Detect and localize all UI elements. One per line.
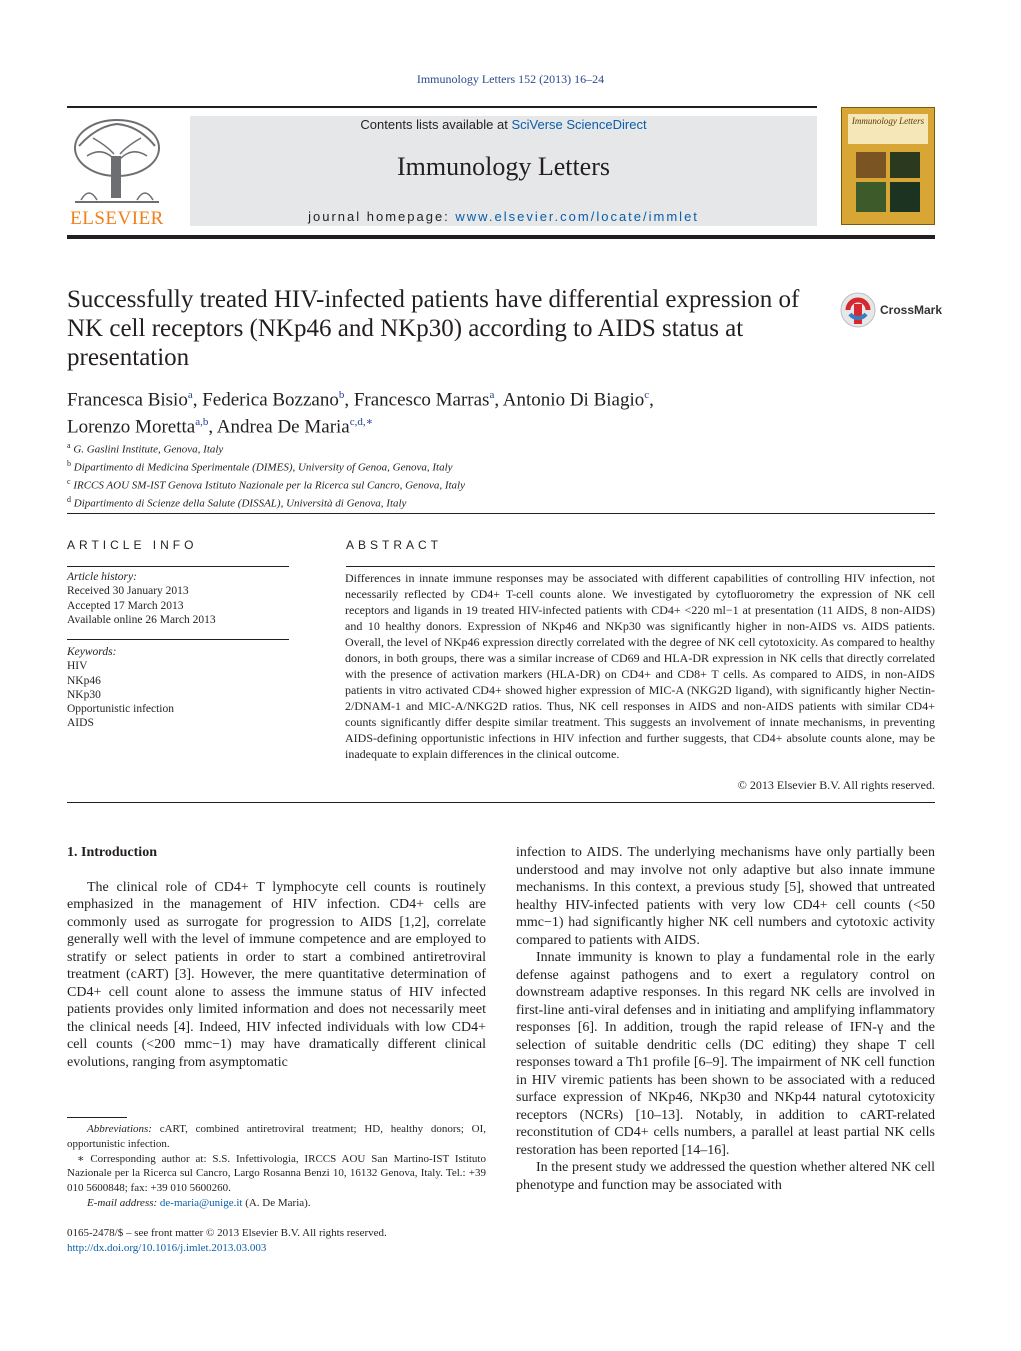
author-separator: ,	[494, 389, 503, 411]
author-affiliation-marker[interactable]: c	[644, 389, 650, 401]
author-name[interactable]: Antonio Di Biagio	[502, 389, 645, 411]
abstract-bottom-rule	[67, 802, 935, 803]
title-rule	[67, 513, 935, 514]
doi-link[interactable]: http://dx.doi.org/10.1016/j.imlet.2013.03.003	[67, 1242, 267, 1254]
affiliation-text: Dipartimento di Scienze della Salute (DISSAL), Università di Genova, Italy	[71, 498, 407, 511]
body-column-left	[67, 844, 486, 1071]
abbreviations-footnote	[67, 1122, 486, 1152]
keywords-rule	[67, 639, 289, 640]
email-suffix: (A. De Maria).	[242, 1196, 311, 1209]
contents-prefix: Contents lists available at	[360, 117, 512, 132]
keyword: HIV	[67, 660, 88, 673]
keyword: NKp46	[67, 674, 101, 687]
affiliation-text: G. Gaslini Institute, Genova, Italy	[70, 443, 224, 456]
affiliation-key: d	[67, 495, 71, 505]
abstract-rule	[346, 566, 935, 567]
footnotes	[67, 1122, 486, 1211]
section-heading-introduction: 1. Introduction	[67, 845, 157, 860]
affiliation-item	[67, 493, 827, 511]
body-paragraph: The clinical role of CD4+ T lymphocyte cell counts is routinely emphasized in the management of HIV infection. CD4+ cells are commonly used as surrogate for progression to AIDS [1,2], correlate generally well with the level of immune competence and are employed to stratify or select patients in order to start a combined antiretroviral treatment (cART) [3]. However, the mere quantitative determination of CD4+ cell count alone to assess the immune status of HIV infected patients provides only limited information and does not necessarily meet the clinical needs [4]. Indeed, HIV infected individuals with low CD4+ cell counts (<200 mmc−1) may have dramatically different clinical evolutions, ranging from asymptomatic	[67, 879, 486, 1070]
journal-name: Immunology Letters	[396, 152, 610, 181]
affiliation-text: Dipartimento di Medicina Sperimentale (DIMES), University of Genoa, Genova, Italy	[71, 461, 453, 474]
body-paragraph: infection to AIDS. The underlying mechanisms have only partially been understood and may involve not only adaptive but also innate immune mechanisms. In this context, a previous study [5], showed that untreated healthy HIV-infected patients with very low CD4+ cell counts (<50 mmc−1) had significantly higher NK cell numbers and cytotoxic activity compared to patients with AIDS.	[516, 845, 935, 948]
affiliation-key: c	[67, 477, 71, 487]
footnote-rule	[67, 1117, 127, 1118]
affiliation-key: b	[67, 459, 71, 469]
article-title: Successfully treated HIV-infected patients have differential expression of NK cell receptors (NKp46 and NKp30) according to AIDS status at presentation	[67, 286, 800, 371]
keyword: AIDS	[67, 717, 94, 730]
author-separator: ,	[208, 416, 217, 438]
affiliation-text: IRCCS AOU SM-IST Genova Istituto Nazionale per la Ricerca sul Cancro, Genova, Italy	[70, 479, 465, 492]
cover-image-3	[856, 182, 886, 212]
crossmark-icon	[840, 290, 880, 330]
cover-title: Immunology Letters	[848, 114, 928, 144]
abbreviations-text: cART, combined antiretroviral treatment; HD, healthy donors; OI, opportunistic infection.	[67, 1123, 486, 1150]
keywords-label: Keywords:	[67, 646, 117, 658]
author-separator: ,	[192, 389, 203, 411]
header-thick-rule	[67, 235, 935, 239]
affiliation-item	[67, 475, 827, 493]
homepage-prefix: journal homepage:	[308, 209, 456, 224]
header-rule	[67, 106, 817, 108]
keyword: NKp30	[67, 688, 101, 701]
elsevier-logo[interactable]	[67, 116, 167, 228]
author-affiliation-marker[interactable]: a	[489, 389, 495, 401]
abstract-copyright: © 2013 Elsevier B.V. All rights reserved.	[737, 778, 935, 792]
abstract-heading: ABSTRACT	[346, 538, 443, 552]
article-info-heading: ARTICLE INFO	[67, 538, 198, 552]
keywords	[67, 645, 289, 731]
history-received: Received 30 January 2013	[67, 585, 189, 598]
author-affiliation-marker[interactable]: c,d,∗	[349, 416, 374, 429]
author-separator: ,	[344, 389, 354, 411]
corresponding-author-footnote: ∗ Corresponding author at: S.S. Infettivologia, IRCCS AOU San Martino-IST Istituto Nazionale per la Ricerca sul Cancro, Largo Rosanna Benzi 10, 16132 Genova, Italy. Tel.: +39 010 5600848; fax: +39 010 5600260.	[67, 1152, 486, 1195]
abbreviations-label: Abbreviations:	[87, 1123, 152, 1135]
article-history	[67, 570, 289, 627]
keyword: Opportunistic infection	[67, 703, 174, 716]
abstract-text: Differences in innate immune responses may be associated with different capabilities of controlling HIV infection, not necessarily reflected by CD4+ T-cell counts alone. We investigated by cytofluorometry the expression of NK cell receptors and ligands in 19 treated HIV-infected patients with CD4+ <220 ml−1 at presentation (11 AIDS, 8 non-AIDS) and 10 healthy donors. Expression of NKp46 and NKp30 was significantly higher in non-AIDS vs. AIDS patients. Overall, the level of NKp46 expression directly correlated with the degree of NK cell cytotoxicity. As compared to healthy donors, in both groups, there was a similar increase of CD69 and HLA-DR expression in NK cells that directly correlated with the presence of activation markers (HLA-DR) on CD4+ and CD8+ T cells. As compared to AIDS, in non-AIDS patients in vitro activated CD4+ showed higher expression of MIC-A (NKG2D ligand), with significantly higher Nectin-2/DNAM-1 and MIC-A/NKG2D ratios. Thus, NK cell responses in AIDS and non-AIDS patients with similar CD4+ counts significantly differ despite similar treatment. This suggests an involvement of innate mechanisms, in preventing AIDS-defining opportunistic infections in HIV infection and further suggests, that CD4+ absolute counts alone, may be inadequate to explain differences in the clinical outcome.	[345, 571, 935, 761]
author-name[interactable]: Francesco Marras	[353, 389, 490, 411]
author-name[interactable]: Andrea De Maria	[216, 416, 350, 438]
author-separator: ,	[649, 389, 654, 411]
journal-cover[interactable]	[841, 107, 935, 225]
history-label: Article history:	[67, 571, 137, 583]
affiliation-item	[67, 439, 827, 457]
issn-block	[67, 1226, 486, 1256]
email-label: E-mail address:	[87, 1196, 158, 1209]
email-footnote	[67, 1196, 486, 1211]
body-column-right	[516, 844, 935, 1194]
crossmark-label: CrossMark	[880, 303, 943, 317]
author-affiliation-marker[interactable]: a,b	[195, 416, 209, 429]
author-name[interactable]: Lorenzo Moretta	[67, 416, 196, 438]
author-name[interactable]: Federica Bozzano	[202, 389, 339, 411]
affiliation-item	[67, 457, 827, 475]
history-accepted: Accepted 17 March 2013	[67, 599, 184, 612]
affiliation-list	[67, 439, 827, 512]
article-info-rule	[67, 566, 289, 567]
contents-line	[190, 117, 817, 132]
homepage-line	[190, 209, 817, 224]
author-name[interactable]: Francesca Bisio	[67, 389, 188, 411]
cover-image-4	[890, 182, 920, 212]
homepage-link[interactable]: www.elsevier.com/locate/immlet	[455, 209, 699, 224]
author-list	[67, 384, 827, 439]
history-online: Available online 26 March 2013	[67, 613, 216, 626]
elsevier-wordmark: ELSEVIER	[70, 208, 164, 229]
cover-image-1	[856, 152, 886, 178]
journal-citation[interactable]: Immunology Letters 152 (2013) 16–24	[416, 72, 605, 86]
body-paragraph: In the present study we addressed the question whether altered NK cell phenotype and function may be associated with	[516, 1160, 935, 1193]
body-paragraph: Innate immunity is known to play a fundamental role in the early defense against pathogens and to exert a regulatory control on downstream adaptive responses. In this regard NK cells are involved in first-line anti-viral defenses and in initiating and amplifying inflammatory responses [6]. In addition, trough the rapid release of IFN-γ and the selection of suitable dendritic cells (DC editing) they shape T cell responses toward a Th1 profile [6–9]. The impairment of NK cell function in HIV viremic patients has been shown to be associated with a reduced surface expression of NKp46, NKp30 and NKp44 natural cytotoxicity receptors (NCRs) [10–13]. Notably, in addition to cART-related reconstitution of CD4+ cells numbers, a parallel at least partial NK cells restoration has been reported [14–16].	[516, 950, 935, 1158]
author-affiliation-marker[interactable]: b	[338, 389, 345, 401]
affiliation-key: a	[67, 441, 71, 450]
issn-line: 0165-2478/$ – see front matter © 2013 Elsevier B.V. All rights reserved.	[67, 1227, 387, 1239]
crossmark-badge[interactable]	[840, 290, 943, 330]
sciencedirect-link[interactable]: SciVerse ScienceDirect	[511, 117, 647, 132]
author-affiliation-marker[interactable]: a	[187, 389, 193, 401]
email-link[interactable]: de-maria@unige.it	[159, 1196, 243, 1209]
cover-image-2	[890, 152, 920, 178]
